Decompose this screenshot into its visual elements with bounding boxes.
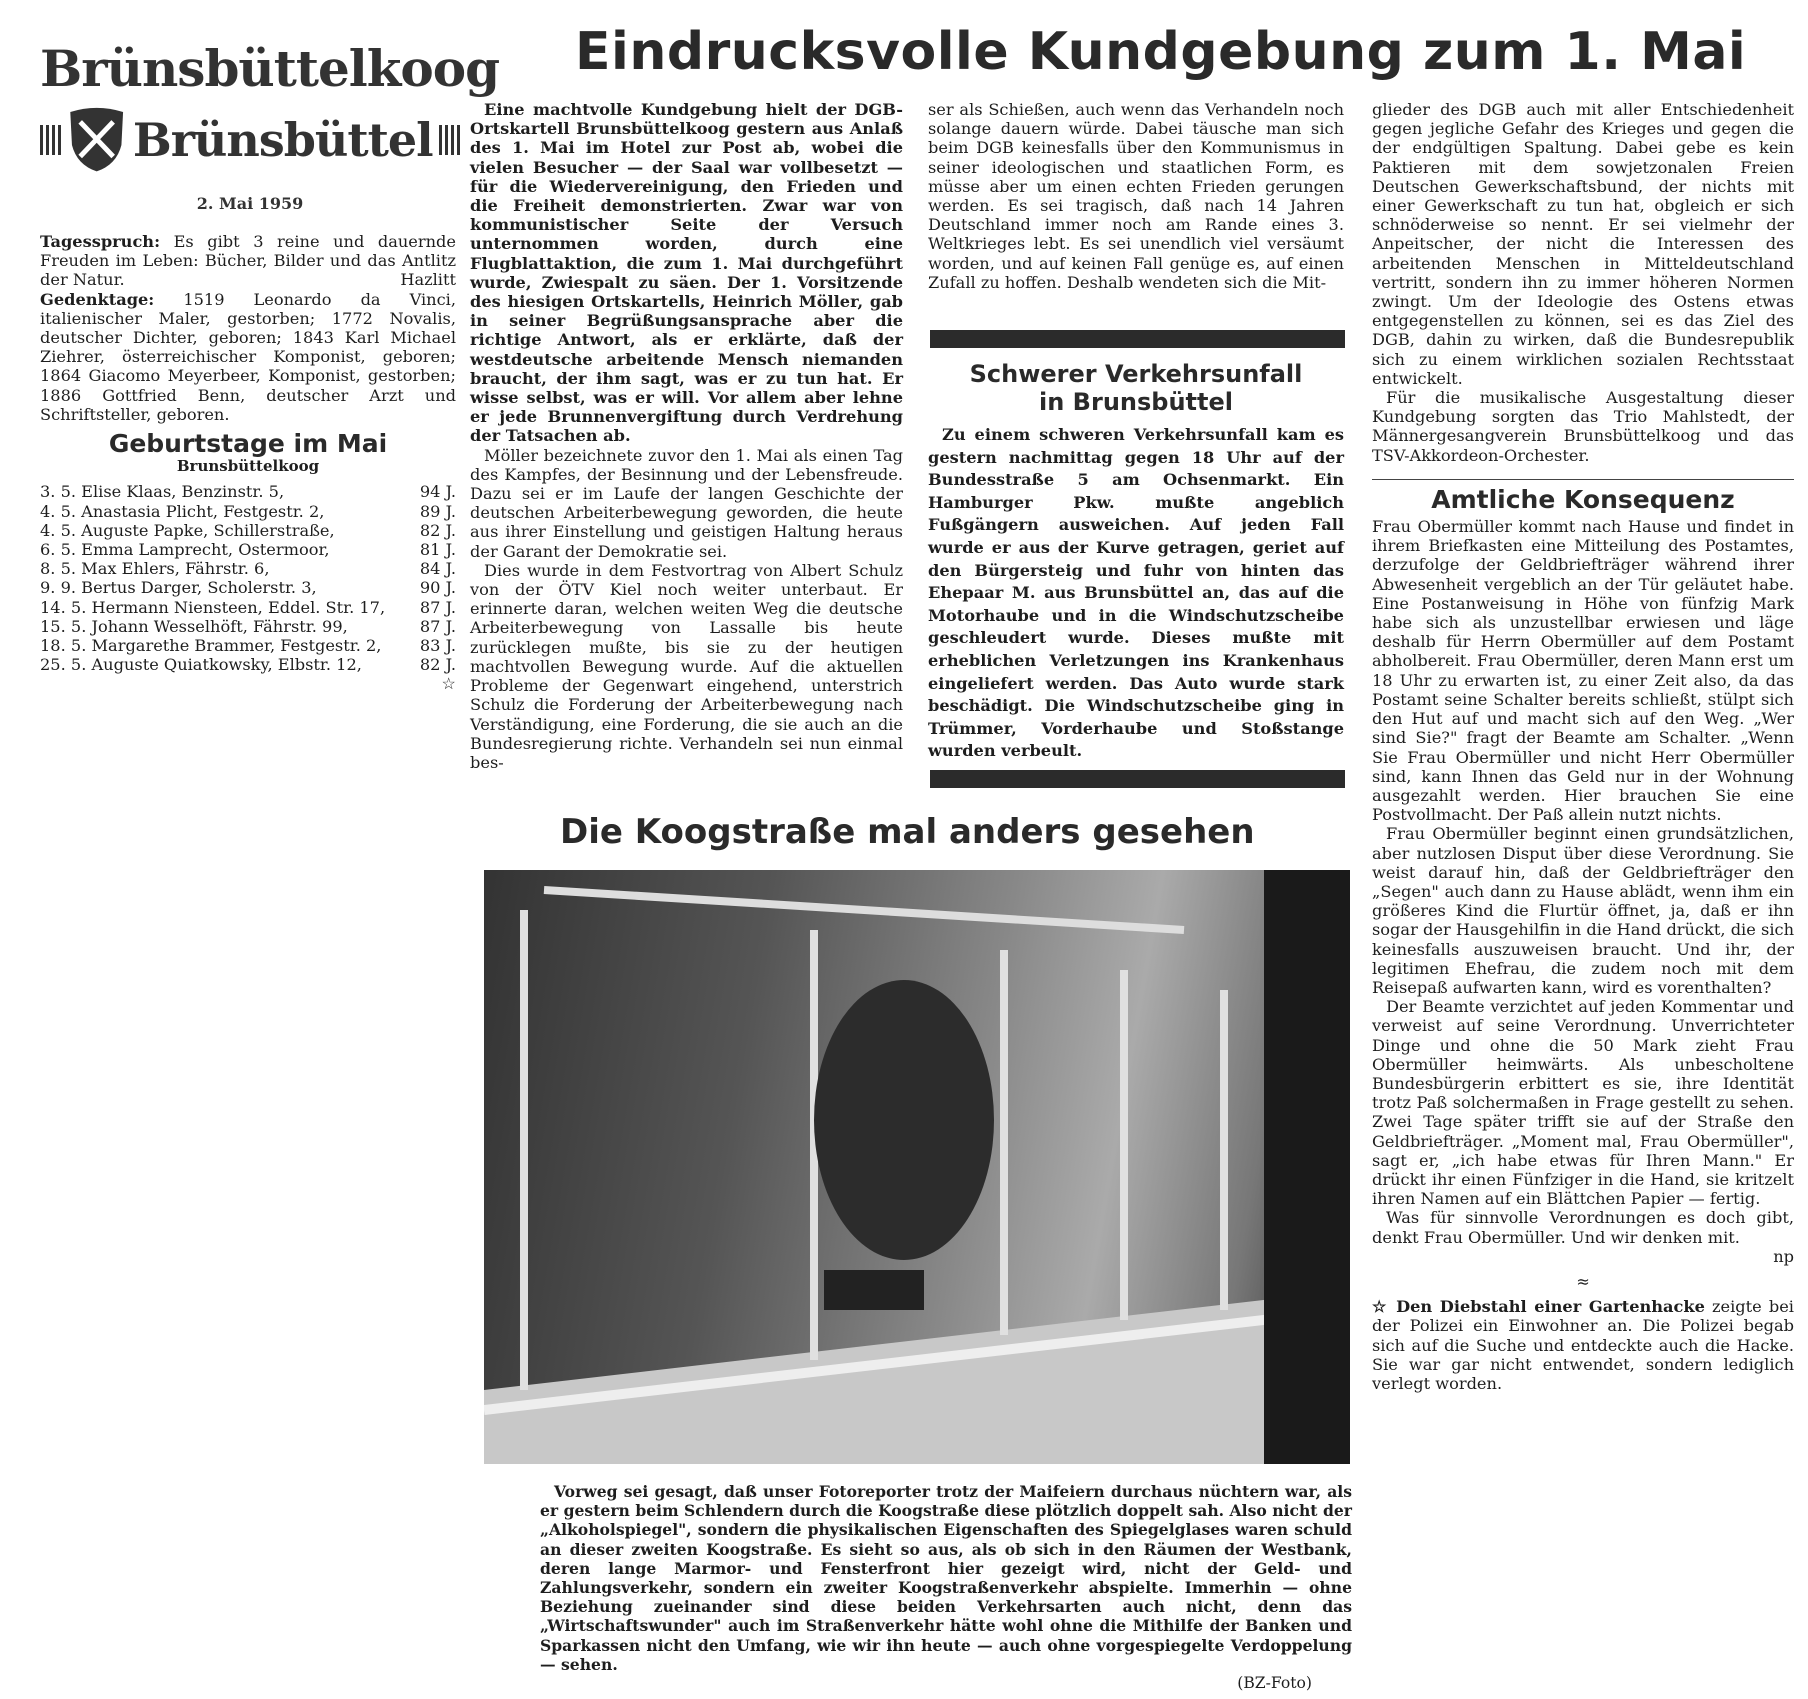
- birthday-text: 3. 5. Elise Klaas, Benzinstr. 5,: [40, 482, 285, 502]
- divider-icon: ≈: [1576, 1271, 1590, 1291]
- birthday-text: 8. 5. Max Ehlers, Fährstr. 6,: [40, 559, 270, 579]
- banner-flag-icon: [439, 125, 460, 155]
- article-kundgebung-col1: [470, 100, 903, 772]
- unfall-headline-2: in Brunsbüttel: [1039, 388, 1233, 416]
- article-paragraph: ser als Schießen, auch wenn das Verhandeln noch solange dauern würde. Dabei täusche man sich beim DGB keinesfalls über den Kommunismus in seiner ideologischen und staatlichen Form, es müsse aber um einen echten Frieden gerungen werden. Es sei tragisch, daß nach 14 Jahren Deutschland immer noch am Rande eines 3. Weltkrieges lebt. Es sei unendlich viel versäumt worden, und auf keinen Fall genüge es, auf einen Zufall zu hoffen. Deshalb wendeten sich die Mit-: [928, 100, 1344, 292]
- amtlich-author: np: [1773, 1246, 1794, 1266]
- birthday-age: 82 J.: [419, 655, 456, 675]
- banner-flag-icon: [40, 125, 61, 155]
- article-kundgebung-col3: [1372, 100, 1794, 1393]
- birthday-age: 89 J.: [419, 501, 456, 521]
- gedenktage-label: Gedenktage:: [40, 289, 155, 309]
- coat-of-arms-icon: [67, 100, 126, 180]
- article-paragraph: Möller bezeichnete zuvor den 1. Mai als einen Tag des Kampfes, der Besinnung und der Lebensfreude. Dazu sei er im Laufe der langen Geschichte der deutschen Arbeiterbewegung geworden, die heute aus ihrer Einstellung und geistigen Haltung heraus der Garant der Demokratie sei.: [470, 445, 903, 561]
- divider-bar: [930, 330, 1345, 348]
- birthday-age: 94 J.: [419, 482, 456, 502]
- birthday-entry: [40, 540, 456, 559]
- birthday-age: 87 J.: [419, 597, 456, 617]
- birthday-age: 84 J.: [419, 559, 456, 579]
- koogstrasse-photo: [484, 870, 1350, 1464]
- main-headline: Eindrucksvolle Kundgebung zum 1. Mai: [575, 22, 1747, 82]
- birthday-text: 18. 5. Margarethe Brammer, Festgestr. 2,: [40, 636, 382, 656]
- gedenktage: 1519 Leonardo da Vinci, italienischer Maler, gestorben; 1772 Novalis, deutscher Dichter, geboren; 1843 Karl Michael Ziehrer, österreichischer Komponist, geboren; 1864 Giacomo Meyerbeer, Komponist, gestorben; 1886 Gottfried Benn, deutscher Arzt und Schriftsteller, geboren.: [40, 289, 456, 424]
- article-verkehrsunfall: [928, 360, 1344, 763]
- amtlich-paragraph: Frau Obermüller beginnt einen grundsätzlichen, aber nutzlosen Disput über diese Verordnung. Sie weist darauf hin, daß der Geldbriefträger den „Segen" auch dann zu Hause ablädt, wenn ihm ein größeres Kind die Flurtür öffnet, ja, daß er ihn sogar der Hausgehilfin in die Hand drückt, die sich keinesfalls auszuweisen braucht. Und ihr, der legitimen Ehefrau, die zudem noch mit dem Reisepaß aufwarten kann, wird es vorenthalten?: [1372, 824, 1794, 997]
- amtlich-paragraph: Frau Obermüller kommt nach Hause und findet in ihrem Briefkasten eine Mitteilung des Postamtes, derzufolge der Geldbriefträger während ihrer Abwesenheit vergeblich an der Tür geläutet habe. Eine Postanweisung in Höhe von fünfzig Mark habe sich als unzustellbar erwiesen und läge deshalb für Herrn Obermüller auf dem Postamt abholbereit. Frau Obermüller, deren Mann erst um 18 Uhr zu erwarten ist, zu einer Zeit also, da das Postamt seine Schalter bereits schließt, stülpt sich den Hut auf und macht sich auf den Weg. „Wer sind Sie?" fragt der Beamte am Schalter. „Wenn Sie Frau Obermüller und nicht Herr Obermüller sind, kann Ihnen das Geld nur in der Wohnung ausgezahlt werden. Hier brauchen Sie eine Postvollmacht. Der Paß allein nutzt nichts.: [1372, 517, 1794, 825]
- unfall-body: Zu einem schweren Verkehrsunfall kam es gestern nachmittag gegen 18 Uhr auf der Bundesstraße 5 am Ochsenmarkt. Ein Hamburger Pkw. mußte angeblich Fußgängern ausweichen. Auf jeden Fall wurde er aus der Kurve getragen, geriet auf den Bürgersteig und fuhr von hinten das Ehepaar M. aus Brunsbüttel an, das auf die Motorhaube und in die Windschutzscheibe geschleudert wurde. Dieses mußte mit erheblichen Verletzungen ins Krankenhaus eingeliefert werden. Das Auto wurde stark beschädigt. Die Windschutzscheibe ging in Trümmer, Vorderhaube und Stoßstange wurden verbeult.: [928, 425, 1344, 761]
- photo-caption: [540, 1482, 1352, 1693]
- birthday-age: 81 J.: [419, 540, 456, 560]
- birthday-text: 15. 5. Johann Wesselhöft, Fährstr. 99,: [40, 616, 348, 636]
- window-reflection-image: [484, 870, 1350, 1464]
- tagesspruch: Es gibt 3 reine und dauernde Freuden im Leben: Bücher, Bilder und das Antlitz der Natur.: [40, 232, 456, 290]
- birthday-entry: [40, 521, 456, 540]
- left-column: [40, 232, 456, 694]
- article-paragraph: glieder des DGB auch mit aller Entschiedenheit gegen jegliche Gefahr des Krieges und gegen die der endgültigen Spaltung. Dabei gebe es kein Paktieren mit dem sowjetzonalen Freien Deutschen Gewerkschaftsbund, der nichts mit einer Gewerkschaft zu tun hat, obgleich er sich schnöderweise so nennt. Er sei vielmehr der Anpeitscher, der nicht die Interessen des arbeitenden Menschen in Mitteldeutschland vertritt, sondern ihn zu immer höheren Normen zwingt. Um der Ideologie des Ostens etwas entgegenstellen zu können, sei es das Ziel des DGB, dahin zu wirken, daß die Bundesrepublik sich zu einem wirklichen sozialen Rechtsstaat entwickelt.: [1372, 100, 1794, 388]
- birthday-text: 6. 5. Emma Lamprecht, Ostermoor,: [40, 540, 330, 560]
- birthday-list: [40, 482, 456, 674]
- caption-text: Vorweg sei gesagt, daß unser Fotoreporter trotz der Maifeiern durchaus nüchtern war, als er gestern beim Schlendern durch die Koogstraße diese plötzlich doppelt sah. Also nicht der „Alkoholspiegel", sondern die physikalischen Eigenschaften des Spiegelglases waren schuld an dieser zweiten Koogstraße. Es sieht so aus, als ob sich in den Räumen der Westbank, deren lange Marmor- und Fensterfront hier gezeigt wird, nicht der Geld- und Zahlungsverkehr, sondern ein zweiter Koogstraßenverkehr abspielte. Immerhin — ohne Beziehung zueinander sind diese beiden Verkehrsarten auch nicht, denn das „Wirtschaftswunder" auch im Straßenverkehr hätte wohl ohne die Mithilfe der Banken und Sparkassen nicht den Umfang, wie wir ihn heute — auch ohne vorgespiegelte Verdoppelung — sehen.: [540, 1482, 1352, 1674]
- photo-headline: Die Koogstraße mal anders gesehen: [560, 812, 1255, 852]
- birthday-text: 9. 9. Bertus Darger, Scholerstr. 3,: [40, 578, 317, 598]
- tagesspruch-label: Tagesspruch:: [40, 232, 161, 251]
- birthday-text: 14. 5. Hermann Niensteen, Eddel. Str. 17,: [40, 597, 386, 617]
- birthdays-title: Geburtstage im Mai: [108, 429, 388, 459]
- birthday-entry: [40, 636, 456, 655]
- birthday-entry: [40, 617, 456, 636]
- birthday-text: 4. 5. Anastasia Plicht, Festgestr. 2,: [40, 501, 325, 521]
- birthday-entry: [40, 482, 456, 501]
- birthday-age: 90 J.: [419, 578, 456, 598]
- amtlich-paragraph: Der Beamte verzichtet auf jeden Kommentar und verweist auf seine Verordnung. Unverrichteter Dinge und ohne die 50 Mark zieht Frau Obermüller heimwärts. Als unbescholtene Bundesbürgerin erbittert es sie, ihre Identität trotz Paß solchermaßen in Frage gestellt zu sehen. Zwei Tage später trifft sie auf der Straße den Geldbriefträger. „Moment mal, Frau Obermüller", sagt er, „ich habe etwas für Ihren Mann." Er drückt ihr einen Fünfziger in die Hand, sie kritzelt ihren Namen auf ein Blättchen Papier — fertig.: [1372, 997, 1794, 1209]
- birthday-age: 83 J.: [419, 636, 456, 656]
- diebstahl-body: zeigte bei der Polizei ein Einwohner an. Die Polizei begab sich auf die Suche und entdeckte auch die Hacke. Sie war gar nicht entwendet, sondern lediglich verlegt worden.: [1372, 1297, 1794, 1393]
- birthday-age: 82 J.: [419, 520, 456, 540]
- birthday-age: 87 J.: [419, 616, 456, 636]
- birthday-entry: [40, 502, 456, 521]
- article-paragraph: Dies wurde in dem Festvortrag von Albert Schulz von der ÖTV Kiel noch weiter unterbaut. Er erinnerte daran, welchen weiten Weg die deutsche Arbeiterbewegung von Lassalle bis heute zurücklegen mußte, bis sie zu der heutigen machtvollen Bewegung wurde. Auf die aktuellen Probleme der Gegenwart eingehend, unterstrich Schulz die Forderung der Arbeiterbewegung nach Verständigung, eine Forderung, die sie auch an die Bundesregierung richte. Verhandeln sei nun einmal bes-: [470, 560, 903, 772]
- unfall-headline: Schwerer Verkehrsunfall: [969, 360, 1303, 388]
- birthday-entry: [40, 598, 456, 617]
- birthday-entry: [40, 578, 456, 597]
- diebstahl-lead: ☆ Den Diebstahl einer Gartenhacke: [1372, 1297, 1705, 1317]
- masthead: [40, 38, 500, 213]
- tagesspruch-author: Hazlitt: [400, 270, 456, 290]
- divider-bar: [930, 770, 1345, 788]
- amtlich-paragraph: Was für sinnvolle Verordnungen es doch gibt, denkt Frau Obermüller. Und wir denken mit.: [1372, 1208, 1794, 1247]
- article-lead: Eine machtvolle Kundgebung hielt der DGB-Ortskartell Brunsbüttelkoog gestern aus Anlaß des 1. Mai im Hotel zur Post ab, wobei die vielen Besucher — der Saal war vollbesetzt — für die Wiedervereinigung, den Frieden und die Freiheit demonstrierten. Zwar war von kommunistischer Seite der Versuch unternommen worden, durch eine Flugblattaktion, die zum 1. Mai durchgeführt wurde, Zwiespalt zu säen. Der 1. Vorsitzende des hiesigen Ortskartells, Heinrich Möller, gab in seiner Begrüßungsansprache aber die richtige Antwort, als er erklärte, daß der westdeutsche arbeitende Mensch niemanden braucht, der ihm sagt, was er zu tun hat. Er wisse selbst, was er will. Vor allem aber lehne er jede Brunnenvergiftung durch Verdrehung der Tatsachen ab.: [470, 100, 903, 446]
- photo-credit: (BZ-Foto): [1237, 1674, 1312, 1693]
- issue-date: 2. Mai 1959: [196, 194, 304, 213]
- article-paragraph: Für die musikalische Ausgestaltung dieser Kundgebung sorgten das Trio Mahlstedt, der Männergesangverein Brunsbüttelkoog und das TSV-Akkordeon-Orchester.: [1372, 388, 1794, 465]
- masthead-line1: Brünsbüttelkoog: [40, 39, 500, 98]
- masthead-line2: Brünsbüttel: [132, 113, 433, 167]
- birthday-entry: [40, 559, 456, 578]
- amtlich-body: [1372, 517, 1794, 1247]
- birthdays-place: Brunsbüttelkoog: [176, 457, 320, 476]
- birthday-text: 4. 5. Auguste Papke, Schillerstraße,: [40, 520, 335, 540]
- article-kundgebung-col2: [928, 100, 1344, 292]
- birthday-text: 25. 5. Auguste Quiatkowsky, Elbstr. 12,: [40, 655, 362, 675]
- birthday-entry: [40, 655, 456, 674]
- star-icon: ☆: [441, 674, 456, 694]
- amtlich-headline: Amtliche Konsequenz: [1431, 484, 1735, 514]
